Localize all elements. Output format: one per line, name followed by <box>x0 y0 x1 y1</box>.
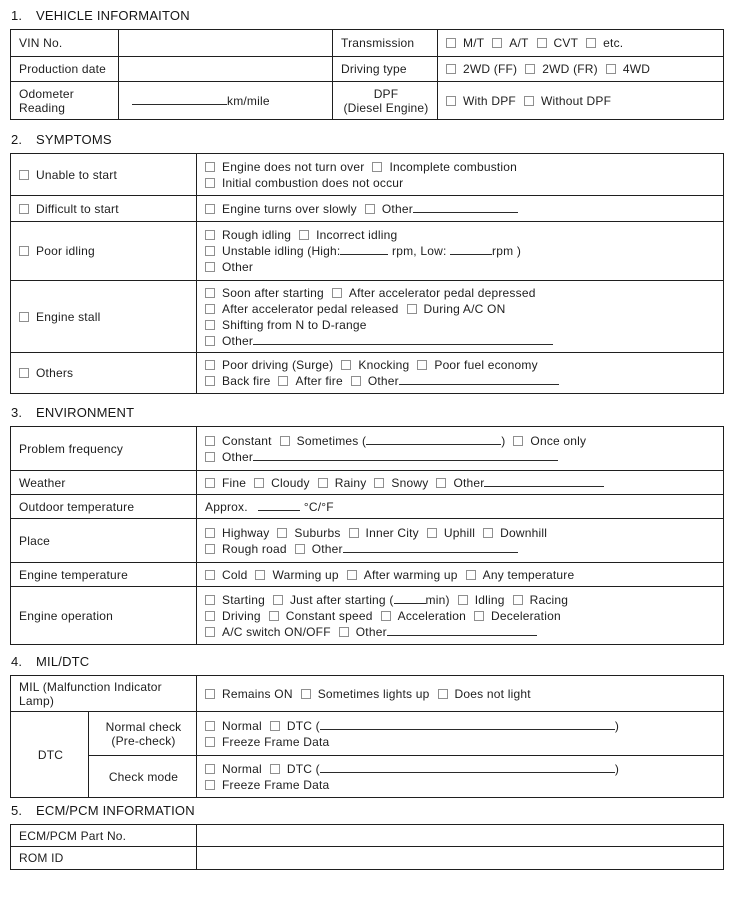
checkbox[interactable] <box>205 452 215 462</box>
checkbox[interactable] <box>295 544 305 554</box>
option-label: Initial combustion does not occur <box>222 175 404 190</box>
checkbox[interactable] <box>299 230 309 240</box>
dpf-options <box>438 82 724 120</box>
fill-in-blank[interactable] <box>258 507 300 511</box>
fill-in-blank[interactable] <box>253 457 558 461</box>
checkbox[interactable] <box>205 230 215 240</box>
checkbox[interactable] <box>19 312 29 322</box>
unable-to-start-options <box>197 154 724 196</box>
place-options <box>197 519 724 563</box>
option-label: During A/C ON <box>423 301 506 316</box>
option-label: Others <box>36 366 74 380</box>
option-label: Racing <box>529 592 569 607</box>
option-label: Downhill <box>500 525 548 540</box>
checkbox[interactable] <box>205 478 215 488</box>
option-line <box>205 433 717 449</box>
option-line <box>19 365 190 381</box>
checkbox[interactable] <box>436 478 446 488</box>
checkbox[interactable] <box>466 570 476 580</box>
transmission-label: Transmission <box>333 30 438 57</box>
fill-in-blank[interactable] <box>343 549 518 553</box>
option-label: Sometimes lights up <box>317 686 430 701</box>
dtc-normal-check-line1: Normal check <box>105 719 182 734</box>
checkbox[interactable] <box>427 528 437 538</box>
checkbox[interactable] <box>205 595 215 605</box>
option-label: Poor fuel economy <box>434 358 538 372</box>
option-label: M/T <box>463 36 485 50</box>
option-label: Back fire <box>222 374 271 388</box>
fill-in-blank[interactable] <box>253 341 553 345</box>
engine-operation-options <box>197 587 724 645</box>
option-label: CVT <box>553 36 579 50</box>
option-line <box>205 499 717 515</box>
checkbox[interactable] <box>205 376 215 386</box>
checkbox[interactable] <box>332 288 342 298</box>
dtc-normal-check-options <box>197 712 724 756</box>
option-line <box>446 93 717 109</box>
option-label: After accelerator pedal depressed <box>348 285 536 300</box>
option-line <box>205 159 717 175</box>
option-line <box>205 449 717 465</box>
option-label: After accelerator pedal released <box>222 301 399 316</box>
fill-in-blank[interactable] <box>450 251 492 255</box>
option-line <box>446 35 717 51</box>
symptom-unable-to-start <box>11 154 197 196</box>
option-line <box>205 777 717 793</box>
option-label: With DPF <box>463 93 516 108</box>
option-line <box>19 201 190 217</box>
place-label: Place <box>11 519 197 563</box>
option-line <box>205 201 717 217</box>
option-label: Constant speed <box>285 608 373 623</box>
option-label: Engine turns over slowly <box>222 201 357 216</box>
option-line <box>132 93 326 109</box>
option-label: Incorrect idling <box>316 228 398 242</box>
checkbox[interactable] <box>19 170 29 180</box>
option-label: Normal <box>222 761 262 776</box>
checkbox[interactable] <box>205 611 215 621</box>
option-label: DTC ( <box>286 761 320 776</box>
option-label: Rough road <box>222 541 287 556</box>
checkbox[interactable] <box>205 162 215 172</box>
checkbox[interactable] <box>381 611 391 621</box>
ecm-pcm-part-no-label: ECM/PCM Part No. <box>11 825 197 847</box>
checkbox[interactable] <box>438 689 448 699</box>
option-label: Soon after starting <box>222 285 324 300</box>
option-label: Uphill <box>443 525 476 540</box>
option-line <box>205 227 717 243</box>
option-label: Without DPF <box>540 93 612 108</box>
option-label: Does not light <box>454 686 531 701</box>
option-line <box>205 592 717 608</box>
driving-type-label: Driving type <box>333 57 438 82</box>
option-line <box>205 567 717 583</box>
option-label: Remains ON <box>222 686 293 701</box>
option-label: rpm ) <box>492 244 522 258</box>
checkbox[interactable] <box>205 360 215 370</box>
option-line <box>205 734 717 750</box>
symptom-difficult-to-start <box>11 196 197 222</box>
option-label: Other <box>222 260 254 274</box>
checkbox[interactable] <box>255 570 265 580</box>
section-number: 4. <box>11 654 23 669</box>
section-number: 3. <box>11 405 23 420</box>
section-title-text: SYMPTOMS <box>36 132 112 147</box>
option-label: Inner City <box>365 525 419 540</box>
dtc-label: DTC <box>11 712 89 798</box>
symptom-poor-idling <box>11 222 197 281</box>
checkbox[interactable] <box>513 436 523 446</box>
option-label: Acceleration <box>397 608 467 623</box>
option-line <box>205 175 717 191</box>
option-line <box>19 309 190 325</box>
production-date-label: Production date <box>11 57 119 82</box>
engine-temperature-options <box>197 563 724 587</box>
option-label: Warming up <box>272 567 339 582</box>
option-label: Starting <box>222 592 265 607</box>
symptoms-table <box>10 153 724 394</box>
difficult-to-start-options <box>197 196 724 222</box>
option-label: A/C switch ON/OFF <box>222 624 331 639</box>
checkbox[interactable] <box>205 246 215 256</box>
rom-id-value-cell[interactable] <box>197 847 724 870</box>
option-line <box>205 301 717 317</box>
option-label: rpm, Low: <box>388 244 451 258</box>
fill-in-blank[interactable] <box>320 726 615 730</box>
checkbox[interactable] <box>524 96 534 106</box>
symptom-engine-stall <box>11 281 197 353</box>
checkbox[interactable] <box>19 246 29 256</box>
vehicle-information-table <box>10 29 724 120</box>
problem-frequency-options <box>197 427 724 471</box>
section-number: 1. <box>11 8 23 23</box>
driving-type-options <box>438 57 724 82</box>
section-title-text: ENVIRONMENT <box>36 405 135 420</box>
dtc-normal-check-line2: (Pre-check) <box>111 733 176 748</box>
option-line <box>205 357 717 373</box>
odometer-label: Odometer Reading <box>11 82 119 120</box>
option-line <box>19 243 190 259</box>
option-label: Other <box>355 624 387 639</box>
option-label: ) <box>614 761 620 776</box>
checkbox[interactable] <box>301 689 311 699</box>
checkbox[interactable] <box>270 721 280 731</box>
transmission-options <box>438 30 724 57</box>
option-label: Sometimes ( <box>296 433 367 448</box>
checkbox[interactable] <box>205 436 215 446</box>
checkbox[interactable] <box>537 38 547 48</box>
option-label: Other <box>222 333 254 348</box>
checkbox[interactable] <box>205 627 215 637</box>
option-line <box>205 259 717 275</box>
checkbox[interactable] <box>351 376 361 386</box>
section-title-text: VEHICLE INFORMAITON <box>36 8 190 23</box>
option-line <box>205 686 717 702</box>
option-label: After fire <box>295 374 343 388</box>
engine-stall-options <box>197 281 724 353</box>
option-label: 4WD <box>622 62 651 76</box>
option-label: Difficult to start <box>36 201 119 216</box>
option-line <box>205 761 717 777</box>
option-label: Any temperature <box>482 567 575 582</box>
mil-options <box>197 676 724 712</box>
problem-frequency-label: Problem frequency <box>11 427 197 471</box>
checkbox[interactable] <box>19 368 29 378</box>
option-label: Freeze Frame Data <box>222 734 330 749</box>
fill-in-blank[interactable] <box>340 251 388 255</box>
symptom-others <box>11 353 197 394</box>
option-label: A/T <box>509 36 529 50</box>
option-label: Other <box>367 374 399 388</box>
option-label: Constant <box>222 433 272 448</box>
option-label: Other <box>311 541 343 556</box>
section-number: 2. <box>11 132 23 147</box>
checkbox[interactable] <box>446 64 456 74</box>
checkbox[interactable] <box>278 376 288 386</box>
option-label: Unstable idling (High: <box>222 244 341 258</box>
mil-label: MIL (Malfunction Indicator Lamp) <box>11 676 197 712</box>
option-label: Once only <box>530 433 587 448</box>
checkbox[interactable] <box>19 204 29 214</box>
checkbox[interactable] <box>205 737 215 747</box>
checkbox[interactable] <box>205 320 215 330</box>
section-title-symptoms <box>11 132 723 147</box>
section-title-text: ECM/PCM INFORMATION <box>36 803 195 818</box>
environment-table <box>10 426 724 645</box>
option-label: Rainy <box>334 475 367 490</box>
option-label: Deceleration <box>491 608 561 623</box>
dpf-label-line1: DPF <box>373 86 399 101</box>
dtc-check-mode-label: Check mode <box>89 756 197 798</box>
mil-dtc-table <box>10 675 724 798</box>
production-date-value-cell[interactable] <box>119 57 333 82</box>
option-label: Just after starting ( <box>289 592 394 607</box>
section-title-vehicle-information <box>11 8 723 23</box>
checkbox[interactable] <box>513 595 523 605</box>
fill-in-blank[interactable] <box>387 632 537 636</box>
option-label: Other <box>381 201 413 216</box>
engine-operation-label: Engine operation <box>11 587 197 645</box>
option-line <box>446 61 717 77</box>
checkbox[interactable] <box>606 64 616 74</box>
option-line <box>205 243 717 259</box>
option-label: Normal <box>222 718 262 733</box>
checkbox[interactable] <box>525 64 535 74</box>
option-line <box>205 541 717 557</box>
checkbox[interactable] <box>349 528 359 538</box>
checkbox[interactable] <box>273 595 283 605</box>
checkbox[interactable] <box>205 528 215 538</box>
odometer-value-cell[interactable] <box>119 82 333 120</box>
option-line <box>205 475 717 491</box>
checkbox[interactable] <box>341 360 351 370</box>
option-line <box>205 333 717 349</box>
checkbox[interactable] <box>205 336 215 346</box>
option-label: Highway <box>222 525 270 540</box>
option-line <box>205 624 717 640</box>
checkbox[interactable] <box>205 780 215 790</box>
others-options <box>197 353 724 394</box>
option-label: Driving <box>222 608 261 623</box>
ecm-pcm-part-no-value-cell[interactable] <box>197 825 724 847</box>
checkbox[interactable] <box>417 360 427 370</box>
dpf-label-line2: (Diesel Engine) <box>343 100 429 115</box>
option-line <box>205 718 717 734</box>
option-label: etc. <box>603 36 624 50</box>
section-number: 5. <box>11 803 23 818</box>
checkbox[interactable] <box>446 38 456 48</box>
dtc-check-mode-options <box>197 756 724 798</box>
checkbox[interactable] <box>492 38 502 48</box>
option-line <box>205 525 717 541</box>
outdoor-temperature-label: Outdoor temperature <box>11 495 197 519</box>
option-label: Rough idling <box>222 228 292 242</box>
option-label: Idling <box>474 592 505 607</box>
checkbox[interactable] <box>205 544 215 554</box>
checkbox[interactable] <box>586 38 596 48</box>
option-label: Poor driving (Surge) <box>222 358 334 372</box>
fill-in-blank[interactable] <box>366 441 501 445</box>
option-label: DTC ( <box>286 718 320 733</box>
checkbox[interactable] <box>205 178 215 188</box>
fill-in-blank[interactable] <box>413 209 518 213</box>
section-title-environment <box>11 405 723 420</box>
fill-in-blank[interactable] <box>394 600 426 604</box>
option-line <box>205 317 717 333</box>
checkbox[interactable] <box>458 595 468 605</box>
vin-label: VIN No. <box>11 30 119 57</box>
fill-in-blank[interactable] <box>399 381 559 385</box>
section-title-mil-dtc <box>11 654 723 669</box>
checkbox[interactable] <box>270 764 280 774</box>
option-label: Freeze Frame Data <box>222 777 330 792</box>
checkbox[interactable] <box>254 478 264 488</box>
option-label: Engine does not turn over <box>222 159 365 174</box>
option-line <box>205 373 717 389</box>
option-label: 2WD (FR) <box>542 62 598 76</box>
fill-in-blank[interactable] <box>320 769 615 773</box>
engine-temperature-label: Engine temperature <box>11 563 197 587</box>
checkbox[interactable] <box>205 304 215 314</box>
option-label: °C/°F <box>300 499 334 514</box>
weather-options <box>197 471 724 495</box>
checkbox[interactable] <box>483 528 493 538</box>
option-label: Fine <box>222 475 247 490</box>
checkbox[interactable] <box>277 528 287 538</box>
weather-label: Weather <box>11 471 197 495</box>
checkbox[interactable] <box>205 764 215 774</box>
rom-id-label: ROM ID <box>11 847 197 870</box>
option-label: ) <box>614 718 620 733</box>
checkbox[interactable] <box>205 204 215 214</box>
option-label: Cloudy <box>271 475 310 490</box>
checkbox[interactable] <box>407 304 417 314</box>
option-label: After warming up <box>363 567 458 582</box>
checkbox[interactable] <box>269 611 279 621</box>
option-label: Snowy <box>391 475 429 490</box>
outdoor-temperature-value[interactable] <box>197 495 724 519</box>
option-label: 2WD (FF) <box>463 62 518 76</box>
checkbox[interactable] <box>318 478 328 488</box>
option-label: Suburbs <box>294 525 341 540</box>
option-line <box>205 285 717 301</box>
checkbox[interactable] <box>365 204 375 214</box>
section-title-text: MIL/DTC <box>36 654 90 669</box>
section-title-ecm-pcm <box>11 803 723 818</box>
ecm-pcm-table <box>10 824 724 870</box>
fill-in-blank[interactable] <box>132 101 227 105</box>
option-line <box>205 608 717 624</box>
option-label: Other <box>453 475 485 490</box>
option-label: Cold <box>222 567 248 582</box>
option-label: Unable to start <box>36 167 118 182</box>
checkbox[interactable] <box>280 436 290 446</box>
checkbox[interactable] <box>372 162 382 172</box>
checkbox[interactable] <box>205 262 215 272</box>
option-label: Shifting from N to D-range <box>222 317 367 332</box>
checkbox[interactable] <box>374 478 384 488</box>
option-label: Knocking <box>358 358 410 372</box>
dtc-normal-check-label <box>89 712 197 756</box>
checkbox[interactable] <box>474 611 484 621</box>
option-label: km/mile <box>227 93 270 108</box>
checkbox[interactable] <box>347 570 357 580</box>
option-label: min) <box>425 592 450 607</box>
checkbox[interactable] <box>339 627 349 637</box>
option-label: ) <box>501 433 506 448</box>
checkbox[interactable] <box>205 689 215 699</box>
dpf-label <box>333 82 438 120</box>
checkbox[interactable] <box>205 721 215 731</box>
option-label: Approx. <box>205 499 259 514</box>
checkbox[interactable] <box>205 570 215 580</box>
option-label: Incomplete combustion <box>389 159 518 174</box>
option-label: Engine stall <box>36 309 101 324</box>
checkbox[interactable] <box>205 288 215 298</box>
option-label: Other <box>222 449 254 464</box>
checkbox[interactable] <box>446 96 456 106</box>
fill-in-blank[interactable] <box>484 483 604 487</box>
vin-value-cell[interactable] <box>119 30 333 57</box>
option-label: Poor idling <box>36 244 95 258</box>
option-line <box>19 167 190 183</box>
poor-idling-options <box>197 222 724 281</box>
